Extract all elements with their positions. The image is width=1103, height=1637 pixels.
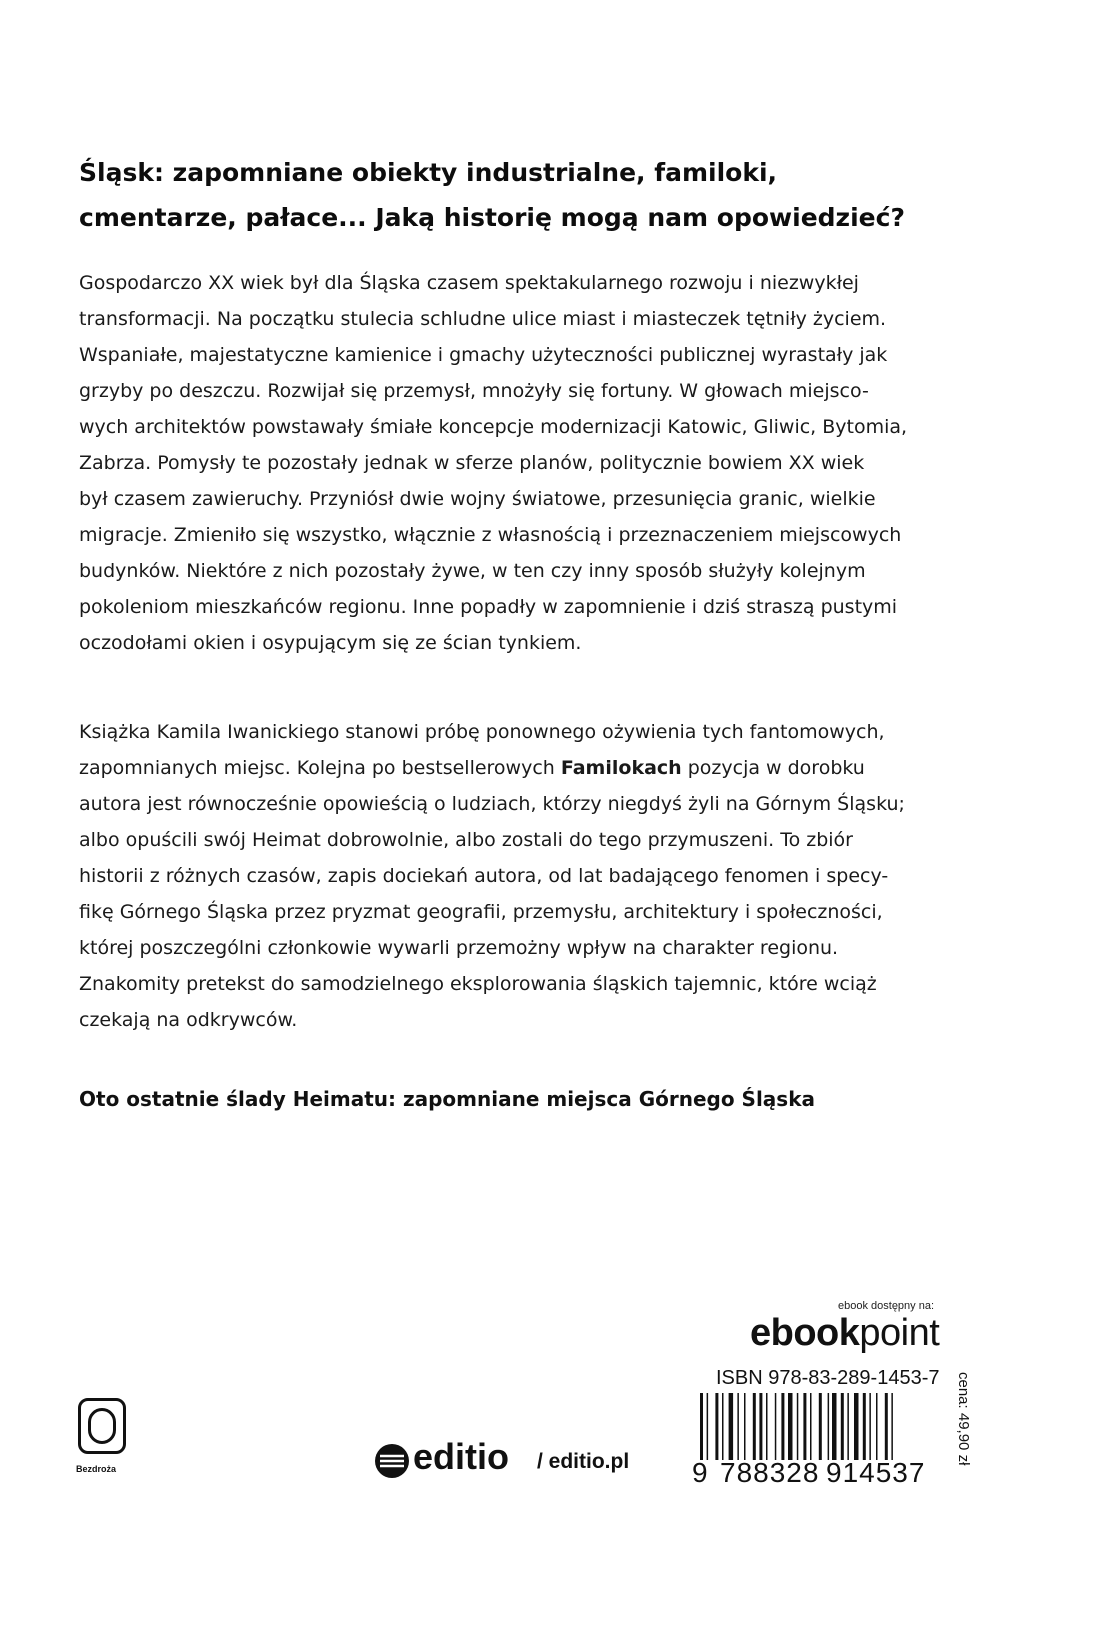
- isbn-text: ISBN 978-83-289-1453-7: [716, 1367, 940, 1389]
- ebookpoint-logo: [750, 1312, 939, 1355]
- p1-line: migracje. Zmieniło się wszystko, włącznie z własnością i przeznaczeniem miejscowych: [79, 524, 902, 546]
- p2-line: fikę Górnego Śląska przez pryzmat geografii, przemysłu, architektury i społeczności,: [79, 901, 883, 923]
- barcode-digit-first: 9: [692, 1457, 708, 1488]
- ebookpoint-logo-light: point: [859, 1312, 940, 1354]
- p1-line: Gospodarczo XX wiek był dla Śląska czasem spektakularnego rozwoju i niezwykłej: [79, 272, 859, 294]
- p2-line: czekają na odkrywców.: [79, 1009, 298, 1031]
- p1-line: oczodołami okien i osypującym się ze ścian tynkiem.: [79, 632, 582, 654]
- ebook-availability-note: ebook dostępny na:: [838, 1300, 935, 1312]
- editio-url: / editio.pl: [537, 1450, 630, 1473]
- p1-line: był czasem zawieruchy. Przyniósł dwie wojny światowe, przesunięcia granic, wielkie: [79, 488, 876, 510]
- bezdroza-logo-icon: [78, 1398, 126, 1454]
- ebookpoint-logo-bold: ebook: [750, 1312, 860, 1354]
- p1-line: grzyby po deszczu. Rozwijał się przemysł, mnożyły się fortuny. W głowach miejsco-: [79, 380, 869, 402]
- heading-line-1: Śląsk: zapomniane obiekty industrialne, familoki,: [79, 158, 778, 187]
- paragraph-1: [79, 265, 1039, 661]
- p2-line-before: zapomnianych miejsc. Kolejna po bestsellerowych: [79, 757, 561, 779]
- p2-line-after: pozycja w dorobku: [681, 757, 865, 779]
- p2-line: której poszczególni członkowie wywarli przemożny wpływ na charakter regionu.: [79, 937, 839, 959]
- price-text: cena: 49,90 zł: [955, 1372, 972, 1466]
- p1-line: transformacji. Na początku stulecia schludne ulice miast i miasteczek tętniły życiem.: [79, 308, 887, 330]
- p2-line: albo opuścili swój Heimat dobrowolnie, albo zostali do tego przymuszeni. To zbiór: [79, 829, 853, 851]
- paragraph-2: [79, 714, 1039, 1038]
- p2-line: Książka Kamila Iwanickiego stanowi próbę ponownego ożywienia tych fantomowych,: [79, 721, 885, 743]
- p1-line: Wspaniałe, majestatyczne kamienice i gmachy użyteczności publicznej wyrastały jak: [79, 344, 888, 366]
- p1-line: wych architektów powstawały śmiałe koncepcje modernizacji Katowic, Gliwic, Bytomia,: [79, 416, 908, 438]
- publisher-name: Bezdroża: [76, 1464, 117, 1474]
- p2-line: Znakomity pretekst do samodzielnego eksplorowania śląskich tajemnic, które wciąż: [79, 973, 877, 995]
- closing-line: Oto ostatnie ślady Heimatu: zapomniane miejsca Górnego Śląska: [79, 1087, 815, 1111]
- barcode-digits-group-2: 914537: [826, 1457, 926, 1488]
- p2-line: autora jest równocześnie opowieścią o ludziach, którzy niegdyś żyli na Górnym Śląsku;: [79, 793, 905, 815]
- barcode-icon: [698, 1393, 948, 1460]
- editio-logo-icon: [374, 1443, 410, 1479]
- book-title-bold: Familokach: [560, 757, 682, 779]
- heading-line-2: cmentarze, pałace... Jaką historię mogą nam opowiedzieć?: [79, 203, 905, 232]
- p1-line: Zabrza. Pomysły te pozostały jednak w sferze planów, politycznie bowiem XX wiek: [79, 452, 865, 474]
- heading: [79, 150, 1039, 240]
- p1-line: budynków. Niektóre z nich pozostały żywe, w ten czy inny sposób służyły kolejnym: [79, 560, 866, 582]
- p2-line: historii z różnych czasów, zapis dociekań autora, od lat badającego fenomen i specy-: [79, 865, 889, 887]
- barcode-digits-group-1: 788328: [720, 1457, 820, 1488]
- p1-line: pokoleniom mieszkańców regionu. Inne popadły w zapomnienie i dziś straszą pustymi: [79, 596, 898, 618]
- editio-brand: editio: [413, 1436, 509, 1477]
